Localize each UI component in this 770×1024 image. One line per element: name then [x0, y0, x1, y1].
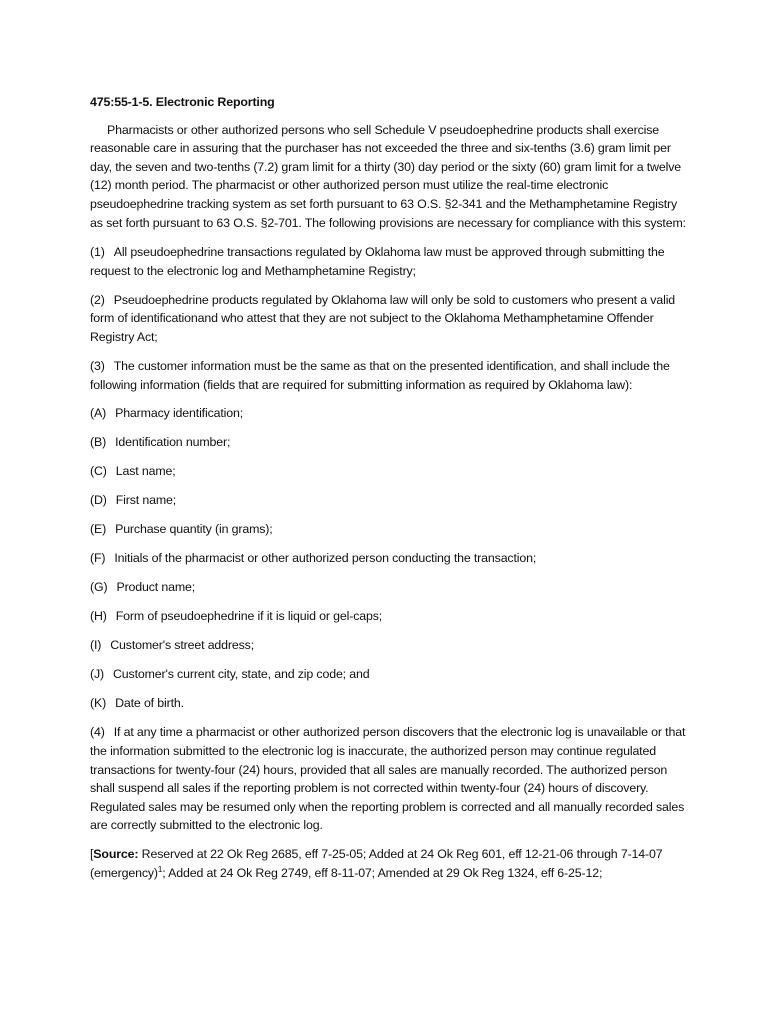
field-item [90, 607, 690, 626]
provision-text: Pseudoephedrine products regulated by Oklahoma law will only be sold to customers who present a valid form of identificationand who attest that they are not subject to the Oklahoma Methamphetamine Offender Registry Act; [90, 292, 676, 344]
provision-number: (4) [90, 725, 105, 740]
source-note [90, 845, 690, 882]
source-label: Source: [93, 847, 139, 862]
field-text: First name; [115, 493, 177, 508]
provision-number: (2) [90, 292, 105, 307]
provision-item [90, 291, 690, 347]
provision-number: (1) [90, 245, 105, 260]
field-letter: (D) [90, 493, 107, 508]
provision-text: The customer information must be the same as that on the presented identification, and shall include the following information (fields that are required for submitting information as required by Oklahoma law): [90, 358, 670, 392]
source-text-part2: ; Added at 24 Ok Reg 2749, eff 8-11-07; Amended at 29 Ok Reg 1324, eff 6-25-12; [162, 865, 603, 880]
provision-text: All pseudoephedrine transactions regulated by Oklahoma law must be approved through submitting the request to the electronic log and Methamphetamine Registry; [90, 245, 665, 278]
field-letter: (G) [90, 580, 108, 595]
intro-paragraph: Pharmacists or other authorized persons who sell Schedule V pseudoephedrine products shall exercise reasonable care in assuring that the purchaser has not exceeded the three and six-tenths (3.6) gram limit per day, the seven and two-tenths (7.2) gram limit for a thirty (30) day period or the sixty (60) gram limit for a twelve (12) month period. The pharmacist or other authorized person must utilize the real-time electronic pseudoephedrine tracking system as set forth pursuant to 63 O.S. §2-341 and the Methamphetamine Registry as set forth pursuant to 63 O.S. §2-701. The following provisions are necessary for compliance with this system: [90, 122, 686, 230]
provision-text: If at any time a pharmacist or other authorized person discovers that the electronic log is unavailable or that the information submitted to the electronic log is inaccurate, the authorized person may continue regulated transactions for twenty-four (24) hours, provided that all sales are manually recorded. The authorized person shall suspend all sales if the reporting problem is not corrected within twenty-four (24) hours of discovery. Regulated sales may be resumed only when the reporting problem is corrected and all manually recorded sales are correctly submitted to the electronic log. [90, 725, 686, 833]
source-text-part1: Reserved at 22 Ok Reg 2685, eff 7-25-05; Added at 24 Ok Reg 601, eff 12-21-06 through 7-14-07 (emergency) [90, 847, 663, 880]
provision-item [90, 243, 690, 280]
field-letter: (F) [90, 551, 106, 566]
field-letter: (J) [90, 667, 104, 682]
field-letter: (I) [90, 638, 102, 653]
field-text: Form of pseudoephedrine if it is liquid or gel-caps; [115, 609, 383, 624]
field-item [90, 433, 690, 452]
field-letter: (A) [90, 406, 107, 421]
field-letter: (K) [90, 696, 107, 711]
footnote-mark: 1 [157, 864, 163, 874]
document-page [90, 93, 690, 893]
field-letter: (C) [90, 464, 107, 479]
provision-item [90, 723, 690, 835]
field-text: Purchase quantity (in grams); [115, 522, 273, 537]
section-heading: 475:55-1-5. Electronic Reporting [90, 95, 275, 109]
field-letter: (B) [90, 435, 107, 450]
field-item [90, 549, 690, 568]
field-item [90, 694, 690, 713]
field-text: Customer's current city, state, and zip code; and [113, 667, 370, 682]
field-text: Date of birth. [115, 696, 184, 711]
field-item [90, 520, 690, 539]
provision-number: (3) [90, 358, 105, 373]
source-open-bracket: [ [90, 847, 94, 862]
field-item [90, 462, 690, 481]
field-item [90, 491, 690, 510]
field-item [90, 578, 690, 597]
field-text: Pharmacy identification; [115, 406, 244, 421]
provision-item [90, 357, 690, 394]
field-text: Identification number; [115, 435, 231, 450]
field-text: Last name; [115, 464, 176, 479]
field-item [90, 404, 690, 423]
field-text: Customer's street address; [110, 638, 255, 653]
field-item [90, 665, 690, 684]
field-item [90, 636, 690, 655]
field-letter: (E) [90, 522, 107, 537]
field-text: Initials of the pharmacist or other authorized person conducting the transaction; [114, 551, 537, 566]
field-letter: (H) [90, 609, 107, 624]
field-text: Product name; [116, 580, 196, 595]
